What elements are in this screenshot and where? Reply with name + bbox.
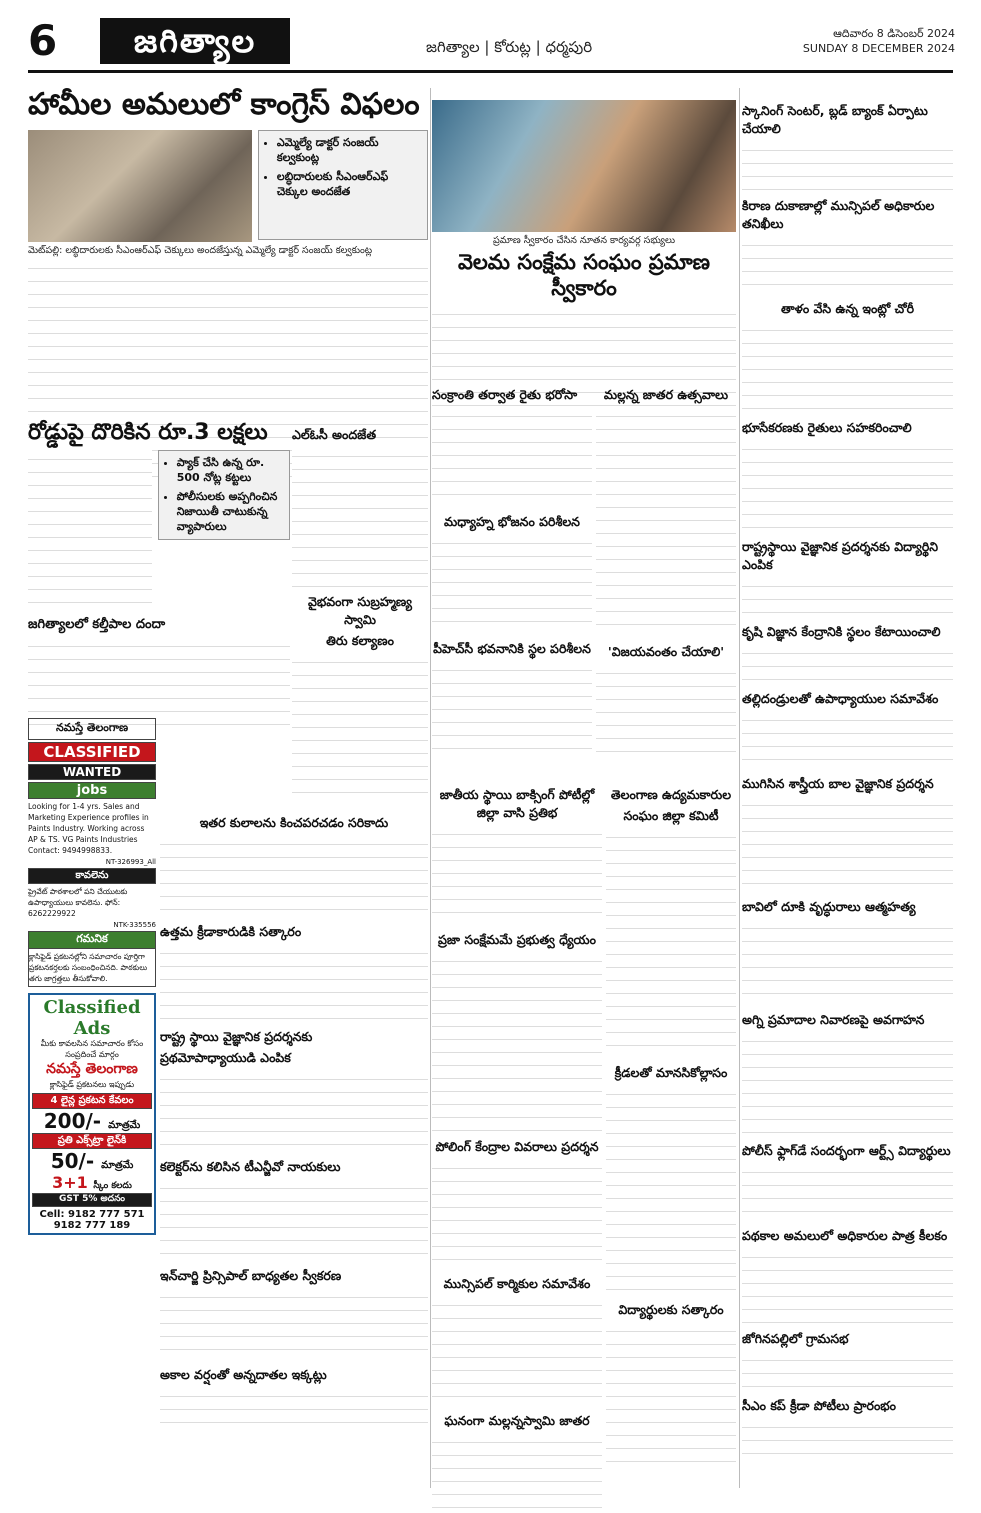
students-headline: విద్యార్థులకు సత్కారం xyxy=(618,1302,724,1317)
right-headline-14: సీఎం కప్ క్రీడా పోటీలు ప్రారంభం xyxy=(742,1398,897,1413)
ad-classified-sub-2: క్లాసిఫైడ్ ప్రకటనలు ఇప్పుడు xyxy=(49,1080,135,1089)
ad-extra-head: ప్రతి ఎక్స్‌ట్రా లైన్‌కి xyxy=(32,1133,152,1149)
ad-brand-2: నమస్తే తెలంగాణ xyxy=(46,1061,138,1077)
principal-body-text xyxy=(160,1288,428,1360)
velama-caption: ప్రమాణ స్వీకారం చేసిన నూతన కార్యవర్గ సభ్యులు xyxy=(493,235,675,246)
right-body-14 xyxy=(742,1418,953,1458)
right-column-stories xyxy=(742,96,953,1458)
right-headline-12: పథకాల అమలులో అధికారుల పాత్ర కీలకం xyxy=(742,1228,948,1243)
header-rule xyxy=(28,70,953,73)
right-headline-11: పోలీస్ ఫ్లాగ్‌డే సందర్భంగా ఆర్ట్స్ విద్యార్థులు xyxy=(742,1143,951,1158)
right-headline-1: స్కానింగ్ సెంటర్, బ్లడ్ బ్యాంక్ ఏర్పాటు చేయాలి xyxy=(742,103,928,136)
velama-headline: వెలమ సంక్షేమ సంఘం ప్రమాణ స్వీకారం xyxy=(457,250,711,300)
lead-bullets xyxy=(258,130,428,240)
right-body-1 xyxy=(742,141,953,191)
activists-subheadline: సంఘం జిల్లా కమిటీ xyxy=(623,808,719,823)
boxing-headline: జాతీయ స్థాయి బాక్సింగ్ పోటీల్లో జిల్లా వాసి ప్రతిభ xyxy=(439,787,595,820)
money-bullets xyxy=(158,450,290,540)
lunch-headline: మధ్యాహ్న భోజనం పరిశీలన xyxy=(444,514,580,529)
lunch-body-text xyxy=(432,534,592,634)
ad-price-2: 50/- xyxy=(50,1149,95,1173)
students-body-text xyxy=(606,1322,736,1472)
loc-headline: ఎల్ఓసీ అందజేత xyxy=(292,427,377,442)
money-body-text xyxy=(28,450,152,610)
velama-story xyxy=(432,100,736,409)
municipal-workers-headline: మున్సిపల్ కార్మికుల సమావేశం xyxy=(443,1276,591,1291)
section-title: జగిత్యాల xyxy=(100,18,290,64)
right-headline-8: ముగిసిన శాస్త్రీయ బాల వైజ్ఞానిక ప్రదర్శన xyxy=(742,776,934,791)
right-body-12 xyxy=(742,1248,953,1324)
right-headline-2: కిరాణ దుకాణాల్లో మున్సిపల్ అధికారుల తనిఖీలు xyxy=(742,198,935,231)
ad-brand: నమస్తే తెలంగాణ xyxy=(28,718,156,740)
adulteration-headline: జగిత్యాలలో కల్తీపాల దందా xyxy=(28,617,166,632)
loc-body-text xyxy=(292,447,428,587)
right-headline-10: అగ్ని ప్రమాదాల నివారణపై అవగాహన xyxy=(742,1012,925,1027)
mallanna-headline: ఘనంగా మల్లన్నస్వామి జాతర xyxy=(444,1413,590,1428)
right-body-2 xyxy=(742,236,953,294)
mallanna-body-text xyxy=(432,1433,602,1513)
activists-headline: తెలంగాణ ఉద్యమకారుల xyxy=(610,787,732,802)
col-b-stories xyxy=(292,420,428,803)
ad-cell-2: 9182 777 189 xyxy=(53,1220,131,1231)
ad-ref-2: NTK-335556 xyxy=(113,921,156,929)
ad-cell-1: Cell: 9182 777 571 xyxy=(39,1209,145,1220)
money-bullet-1: • ప్యాక్ చేసి ఉన్న రూ. 500 నోట్ల కట్టలు xyxy=(177,455,283,485)
lead-bullet-1: • ఎమ్మెల్యే డాక్టర్ సంజయ్ కల్వకుంట్ల xyxy=(277,135,421,165)
polling-headline: పోలింగ్ కేంద్రాల వివరాలు ప్రదర్శన xyxy=(435,1139,599,1154)
sportsman-body-text xyxy=(160,944,428,1022)
ad-price-1: 200/- xyxy=(43,1109,102,1133)
lead-bullet-2: • లబ్ధిదారులకు సీఎంఆర్ఎఫ్ చెక్కుల అందజేత xyxy=(277,169,421,199)
right-body-10 xyxy=(742,1032,953,1136)
right-headline-9: బావిలో దూకి వృద్ధురాలు ఆత్మహత్య xyxy=(742,899,916,914)
lead-headline: హామీల అమలులో కాంగ్రెస్ విఫలం xyxy=(28,87,420,122)
rain-body-text xyxy=(160,1387,428,1427)
col-g-stories xyxy=(606,780,736,1472)
welfare-body-text xyxy=(432,952,602,1132)
col-c-stories xyxy=(432,380,592,751)
ad-notice-head: గమనిక xyxy=(28,931,156,949)
rythu-body-text xyxy=(432,407,592,507)
ad-wanted: WANTED xyxy=(28,764,156,780)
date-box xyxy=(803,26,955,56)
ad-classified-promo xyxy=(28,993,156,1235)
right-headline-6: కృషి విజ్ఞాన కేంద్రానికి స్థలం కేటాయించాలి xyxy=(742,624,941,639)
right-body-11 xyxy=(742,1163,953,1221)
ad-price-1-unit: మాత్రమే xyxy=(108,1120,141,1131)
caste-body-text xyxy=(160,835,428,917)
ad-classified: CLASSIFIED xyxy=(28,742,156,762)
right-body-4 xyxy=(742,440,953,532)
col-d-stories xyxy=(596,380,736,764)
ad-gst: GST 5% అదనం xyxy=(32,1193,152,1207)
sub-navigation: జగిత్యాల | కోరుట్ల | ధర్మపురి xyxy=(426,38,593,56)
right-body-8 xyxy=(742,796,953,892)
ad-jobs: jobs xyxy=(28,782,156,799)
date-telugu: ఆదివారం 8 డిసెంబర్ 2024 xyxy=(833,27,955,40)
activists-body-text xyxy=(606,828,736,1058)
vijayavantham-body-text xyxy=(596,664,736,764)
temple-headline: వైభవంగా సుబ్రహ్మణ్య స్వామి xyxy=(308,594,412,627)
phc-headline: పీహెచ్‌సీ భవనానికి స్థల పరిశీలన xyxy=(433,641,591,656)
caste-headline: ఇతర కులాలను కించపరచడం సరికాదు xyxy=(199,815,389,830)
science-fair-headline: రాష్ట్ర స్థాయి వైజ్ఞానిక ప్రదర్శనకు xyxy=(160,1029,313,1044)
column-divider xyxy=(739,88,740,1488)
money-story xyxy=(28,420,290,737)
right-body-13 xyxy=(742,1351,953,1391)
ad-notice-text: క్లాసిఫైడ్ ప్రకటనల్లోని సమాచారం పూర్తిగా ప్రకటనకర్తలకు సంబంధించినది. పాఠకులు తగు జాగ్రత్తలు తీసుకోవాలి. xyxy=(28,949,156,987)
tngo-body-text xyxy=(160,1179,428,1261)
date-english: SUNDAY 8 DECEMBER 2024 xyxy=(802,42,955,55)
rythu-headline: సంక్రాంతి తర్వాత రైతు భరోసా xyxy=(432,387,578,402)
temple-body-text xyxy=(292,653,428,803)
boxing-body-text xyxy=(432,825,602,925)
municipal-workers-body-text xyxy=(432,1296,602,1406)
money-bullet-2: • పోలీసులకు అప్పగించిన నిజాయితీ చాటుకున్న వ్యాపారులు xyxy=(177,489,283,534)
page-header xyxy=(0,0,981,78)
principal-headline: ఇన్‌చార్జి ప్రిన్సిపాల్ బాధ్యతల స్వీకరణ xyxy=(160,1268,342,1283)
page-number: 6 xyxy=(28,16,58,65)
ad-classified-ads-logo: Classified Ads xyxy=(43,997,141,1039)
lead-caption: మెట్‌పల్లి: లబ్ధిదారులకు సీఎంఆర్ఎఫ్ చెక్కులు అందజేస్తున్న ఎమ్మెల్యే డాక్టర్ సంజయ్ కల్వకుంట్ల xyxy=(28,245,373,256)
col-e-stories xyxy=(160,808,428,1427)
jathara-body-text xyxy=(596,407,736,637)
sports-body-text xyxy=(606,1085,736,1295)
right-headline-13: జోగినపల్లిలో గ్రామసభ xyxy=(742,1331,849,1346)
welfare-headline: ప్రజా సంక్షేమమే ప్రభుత్వ ధ్యేయం xyxy=(438,932,596,947)
right-body-9 xyxy=(742,919,953,1005)
right-headline-4: భూసేకరణకు రైతులు సహకరించాలి xyxy=(742,420,912,435)
science-fair-subheadline: ప్రథమోపాధ్యాయుడి ఎంపిక xyxy=(160,1050,291,1065)
right-headline-5: రాష్ట్రస్థాయి వైజ్ఞానిక ప్రదర్శనకు విద్యార్థిని ఎంపిక xyxy=(742,539,939,572)
lead-photo xyxy=(28,130,252,242)
ad-kavali-text: ప్రైవేట్ పాఠశాలలో పని చేయుటకు ఉపాధ్యాయులు కావలెను. ఫోన్: 6262229922 xyxy=(28,887,128,918)
right-headline-7: తల్లిదండ్రులతో ఉపాధ్యాయుల సమావేశం xyxy=(742,691,939,706)
ad-wanted-text: Looking for 1-4 yrs. Sales and Marketing Experience profiles in Paints Industry. Working across AP & TS. VG Paints Industries Contact: 9494998833. xyxy=(28,802,149,855)
ad-price-head: 4 లైన్ల ప్రకటన కేవలం xyxy=(32,1093,152,1109)
tngo-headline: కలెక్టర్‌ను కలిసిన టీఎన్జీవో నాయకులు xyxy=(160,1159,341,1174)
right-body-3 xyxy=(742,321,953,413)
right-body-7 xyxy=(742,711,953,769)
sports-headline: క్రీడలతో మానసికోల్లాసం xyxy=(614,1065,728,1080)
right-body-6 xyxy=(742,644,953,684)
vijayavantham-headline: 'విజయవంతం చేయాలి' xyxy=(607,644,725,659)
column-divider xyxy=(430,88,431,1488)
science-fair-body-text xyxy=(160,1070,428,1152)
right-headline-3: తాళం వేసి ఉన్న ఇంట్లో చోరీ xyxy=(780,301,915,316)
ad-ref-1: NT-326993_All xyxy=(105,858,156,866)
ad-price-2-unit: మాత్రమే xyxy=(101,1160,134,1171)
temple-subheadline: తిరు కల్యాణం xyxy=(326,633,394,648)
ad-classified-sub: మీకు కావలసిన సమాచారం కోసం సంప్రదించే మార్గం xyxy=(40,1039,144,1059)
right-body-5 xyxy=(742,577,953,617)
ad-offer-text: స్కీం కలదు xyxy=(93,1181,132,1191)
sportsman-headline: ఉత్తమ క్రీడాకారుడికి సత్కారం xyxy=(160,924,302,939)
ad-kavali: కావలెను xyxy=(28,868,156,884)
polling-body-text xyxy=(432,1159,602,1269)
jathara-headline: మల్లన్న జాతర ఉత్సవాలు xyxy=(603,387,729,402)
ad-offer: 3+1 xyxy=(52,1173,88,1192)
classified-ads xyxy=(28,718,156,1235)
rain-headline: అకాల వర్షంతో అన్నదాతల ఇక్కట్లు xyxy=(160,1367,327,1382)
velama-photo xyxy=(432,100,736,232)
col-f-stories xyxy=(432,780,602,1513)
phc-body-text xyxy=(432,661,592,751)
money-headline: రోడ్డుపై దొరికిన రూ.3 లక్షలు xyxy=(28,420,268,445)
